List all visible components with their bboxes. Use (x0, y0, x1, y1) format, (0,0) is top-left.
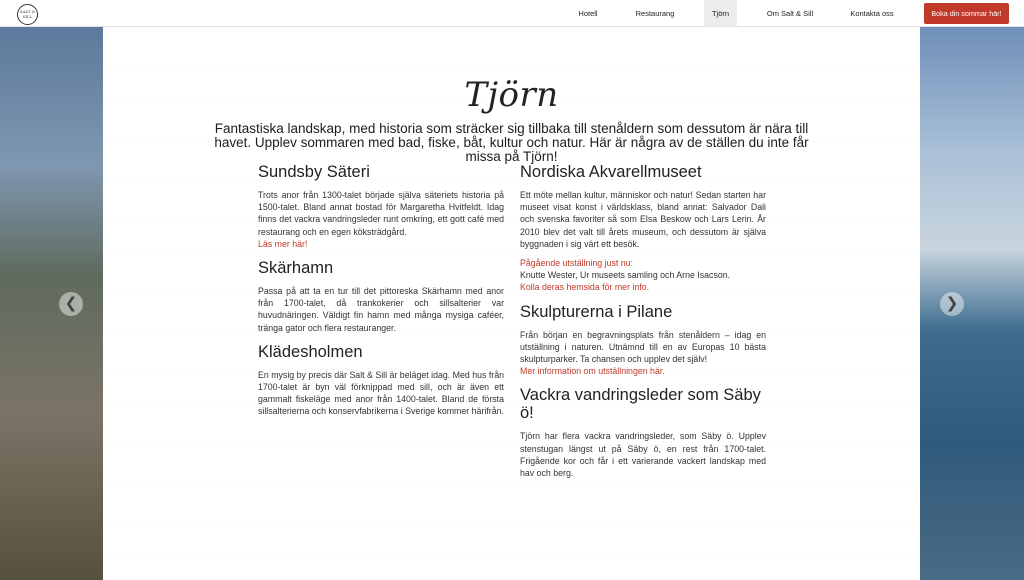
section-vandringsleder (520, 386, 766, 479)
section-text: Passa på att ta en tur till det pittoreska Skärhamn med anor från 1700-talet, då trankokerier och sillsalterier var huvudnäringen. Väldigt fin hamn med många mysiga caféer, tränga gator och flera restauranger. (258, 286, 504, 333)
intro-text: Fantastiska landskap, med historia som sträcker sig tillbaka till stenåldern som dessutom är nära till havet. Upplev sommaren med bad, fiske, båt, kultur och natur. Här är några av de ställen du inte får missa på Tjörn! (214, 121, 809, 164)
section-heading: Vackra vandringsleder som Säby ö! (520, 386, 761, 423)
content-panel (103, 27, 920, 580)
section-kladesholmen (258, 343, 504, 418)
section-text: Trots anor från 1300-talet började själva säteriets historia på 1500-talet. Bland annat bostad för Margaretha Hvitfeldt. Idag finns det vackra vandringsleder runt omkring, ett gott café med restaurang och en egen köksträdgård. (258, 190, 504, 237)
chevron-right-icon: ❯ (945, 294, 959, 312)
left-column (258, 163, 504, 427)
section-heading: Skulpturerna i Pilane (520, 302, 673, 321)
section-text: Tjörn har flera vackra vandringsleder, som Säby ö. Upplev stenstugan längst ut på Säby ö, en rest från 1700-talet. Frigående kor och får i ett varierande vackert landskap med hav och berg. (520, 431, 766, 479)
nav-item-om-salt-och-sill[interactable]: Om Salt & Sill (766, 9, 814, 18)
chevron-left-icon: ❮ (64, 294, 78, 312)
section-heading: Sundsby Säteri (258, 163, 370, 181)
section-heading: Skärhamn (258, 259, 334, 278)
exhibition-note-text: Knutte Wester, Ur museets samling och Arne Isacson. (520, 270, 731, 281)
carousel-next-button[interactable] (940, 292, 964, 316)
exhibition-info-link[interactable]: Mer information om utställningen här. (520, 366, 665, 377)
section-text: En mysig by precis där Salt & Sill är beläget idag. Med hus från 1700-talet är byn väl förknippad med sill, och är även ett gammalt fiskeläge med anor från 1400-talet. Bland de första sillsalterierna och konservfabrikerna i Sverige kommer härifrån. (258, 369, 504, 417)
section-skulpturerna-i-pilane (520, 303, 766, 378)
nav-item-hotell[interactable]: Hotell (578, 9, 598, 18)
section-skarhamn (258, 259, 504, 334)
exhibition-note-title: Pågående utställning just nu: (520, 258, 633, 269)
nav-item-tjorn[interactable]: Tjörn (704, 0, 737, 27)
section-text: Ett möte mellan kultur, människor och natur! Sedan starten har museet visat konst i världsklass, bland annat: Salvador Dali och svenska favoriter så som Elsa Beskow och Lars Lerin. År 2010 blev det valt till årets museum, och dessutom är själva byggnaden i sig värt ett besök. (520, 190, 766, 249)
nav-item-kontakta-oss[interactable]: Kontakta oss (850, 9, 894, 18)
nav-item-restaurang[interactable]: Restaurang (635, 9, 675, 18)
section-text: Från början en begravningsplats från stenåldern – idag en utställning i naturen. Utnämnd till en av Europas 10 bästa skulpturparker. Ta chansen och upplev det själv! (520, 329, 766, 365)
page-title: Tjörn (464, 75, 559, 115)
read-more-link[interactable]: Läs mer här! (258, 238, 308, 249)
top-navigation (0, 0, 1024, 27)
background-image-left (0, 27, 103, 580)
museum-website-link[interactable]: Kolla deras hemsida för mer info. (520, 282, 650, 293)
book-summer-button[interactable]: Boka din sommar här! (924, 3, 1009, 24)
background-image-right (920, 27, 1024, 580)
section-sundsby-sateri (258, 163, 504, 250)
section-nordiska-akvarellmuseet (520, 163, 766, 294)
right-column (520, 163, 766, 488)
section-heading: Klädesholmen (258, 342, 363, 361)
carousel-prev-button[interactable] (59, 292, 83, 316)
section-heading: Nordiska Akvarellmuseet (520, 163, 702, 181)
logo[interactable]: SALT & SILL (17, 4, 38, 25)
